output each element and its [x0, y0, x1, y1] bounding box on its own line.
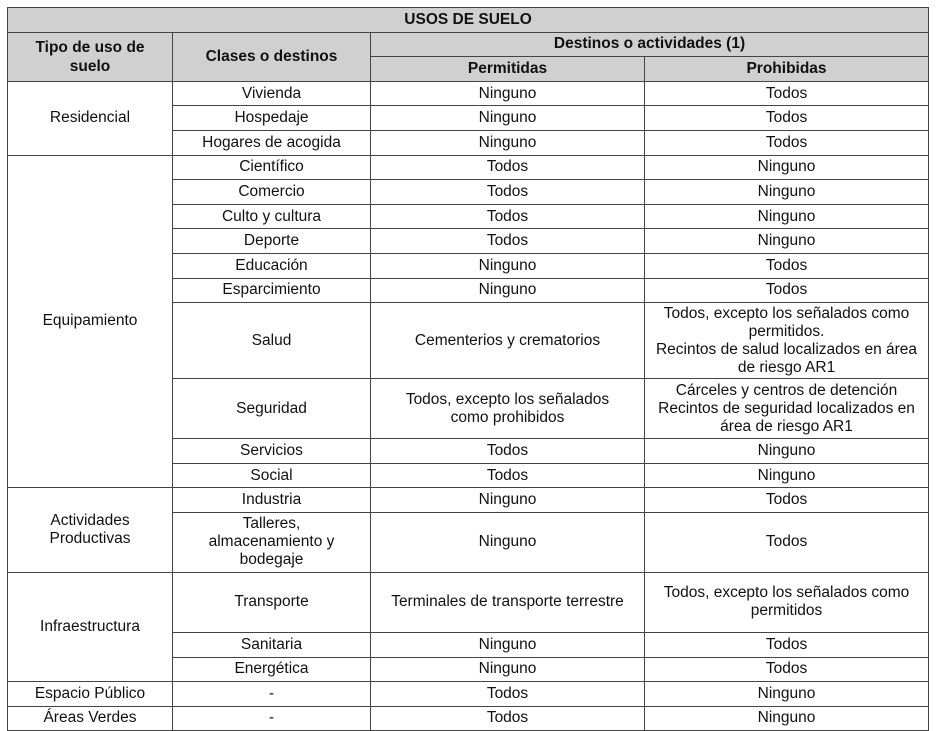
table-row [8, 682, 929, 707]
cell-tipo: Actividades Productivas [8, 488, 173, 573]
cell-permitidas: Ninguno [371, 632, 645, 657]
cell-permitidas: Ninguno [371, 488, 645, 513]
cell-prohibidas: Todos [645, 632, 929, 657]
cell-prohibidas: Todos, excepto los señalados como permitidos [645, 572, 929, 632]
cell-prohibidas: Todos [645, 81, 929, 106]
cell-permitidas: Ninguno [371, 81, 645, 106]
cell-clase: - [173, 682, 371, 707]
cell-prohibidas: Todos, excepto los señalados como permitidos. Recintos de salud localizados en área de riesgo AR1 [645, 303, 929, 379]
table-title: USOS DE SUELO [8, 8, 929, 33]
cell-clase: Hogares de acogida [173, 130, 371, 155]
header-clases: Clases o destinos [173, 32, 371, 81]
table-row [8, 572, 929, 632]
cell-clase: Talleres, almacenamiento y bodegaje [173, 512, 371, 572]
cell-clase: Culto y cultura [173, 204, 371, 229]
cell-permitidas: Ninguno [371, 278, 645, 303]
cell-permitidas: Ninguno [371, 130, 645, 155]
table-row [8, 706, 929, 731]
land-use-table [7, 7, 929, 731]
cell-tipo: Áreas Verdes [8, 706, 173, 731]
cell-clase: Comercio [173, 180, 371, 205]
cell-prohibidas: Ninguno [645, 439, 929, 464]
cell-prohibidas: Cárceles y centros de detención Recintos de seguridad localizados en área de riesgo AR1 [645, 379, 929, 439]
table-row [8, 81, 929, 106]
cell-clase: Hospedaje [173, 106, 371, 131]
cell-prohibidas: Todos [645, 106, 929, 131]
cell-clase: Esparcimiento [173, 278, 371, 303]
cell-permitidas: Todos [371, 706, 645, 731]
cell-prohibidas: Todos [645, 253, 929, 278]
cell-clase: Social [173, 463, 371, 488]
cell-permitidas: Todos, excepto los señalados como prohibidos [371, 379, 645, 439]
cell-permitidas: Ninguno [371, 512, 645, 572]
cell-clase: Educación [173, 253, 371, 278]
cell-tipo: Residencial [8, 81, 173, 155]
cell-prohibidas: Ninguno [645, 706, 929, 731]
cell-prohibidas: Ninguno [645, 180, 929, 205]
cell-prohibidas: Todos [645, 130, 929, 155]
cell-permitidas: Todos [371, 180, 645, 205]
cell-prohibidas: Ninguno [645, 463, 929, 488]
cell-clase: Científico [173, 155, 371, 180]
table-row [8, 155, 929, 180]
cell-clase: - [173, 706, 371, 731]
cell-prohibidas: Todos [645, 657, 929, 682]
cell-tipo: Espacio Público [8, 682, 173, 707]
cell-permitidas: Terminales de transporte terrestre [371, 572, 645, 632]
table-body [8, 81, 929, 731]
cell-tipo: Infraestructura [8, 572, 173, 681]
cell-permitidas: Todos [371, 229, 645, 254]
cell-permitidas: Ninguno [371, 253, 645, 278]
cell-prohibidas: Todos [645, 278, 929, 303]
cell-prohibidas: Todos [645, 488, 929, 513]
cell-tipo: Equipamiento [8, 155, 173, 488]
cell-clase: Seguridad [173, 379, 371, 439]
cell-clase: Vivienda [173, 81, 371, 106]
cell-clase: Sanitaria [173, 632, 371, 657]
cell-clase: Deporte [173, 229, 371, 254]
cell-permitidas: Todos [371, 682, 645, 707]
cell-prohibidas: Ninguno [645, 155, 929, 180]
cell-permitidas: Cementerios y crematorios [371, 303, 645, 379]
cell-permitidas: Ninguno [371, 106, 645, 131]
cell-permitidas: Todos [371, 439, 645, 464]
cell-permitidas: Todos [371, 204, 645, 229]
cell-clase: Salud [173, 303, 371, 379]
cell-clase: Industria [173, 488, 371, 513]
table-row [8, 488, 929, 513]
cell-permitidas: Todos [371, 155, 645, 180]
cell-prohibidas: Ninguno [645, 229, 929, 254]
header-destinos: Destinos o actividades (1) [371, 32, 929, 57]
cell-prohibidas: Ninguno [645, 204, 929, 229]
table-header [8, 8, 929, 82]
cell-permitidas: Ninguno [371, 657, 645, 682]
cell-prohibidas: Ninguno [645, 682, 929, 707]
cell-clase: Transporte [173, 572, 371, 632]
header-permitidas: Permitidas [371, 57, 645, 82]
header-prohibidas: Prohibidas [645, 57, 929, 82]
header-tipo: Tipo de uso de suelo [8, 32, 173, 81]
cell-clase: Energética [173, 657, 371, 682]
cell-clase: Servicios [173, 439, 371, 464]
cell-permitidas: Todos [371, 463, 645, 488]
cell-prohibidas: Todos [645, 512, 929, 572]
